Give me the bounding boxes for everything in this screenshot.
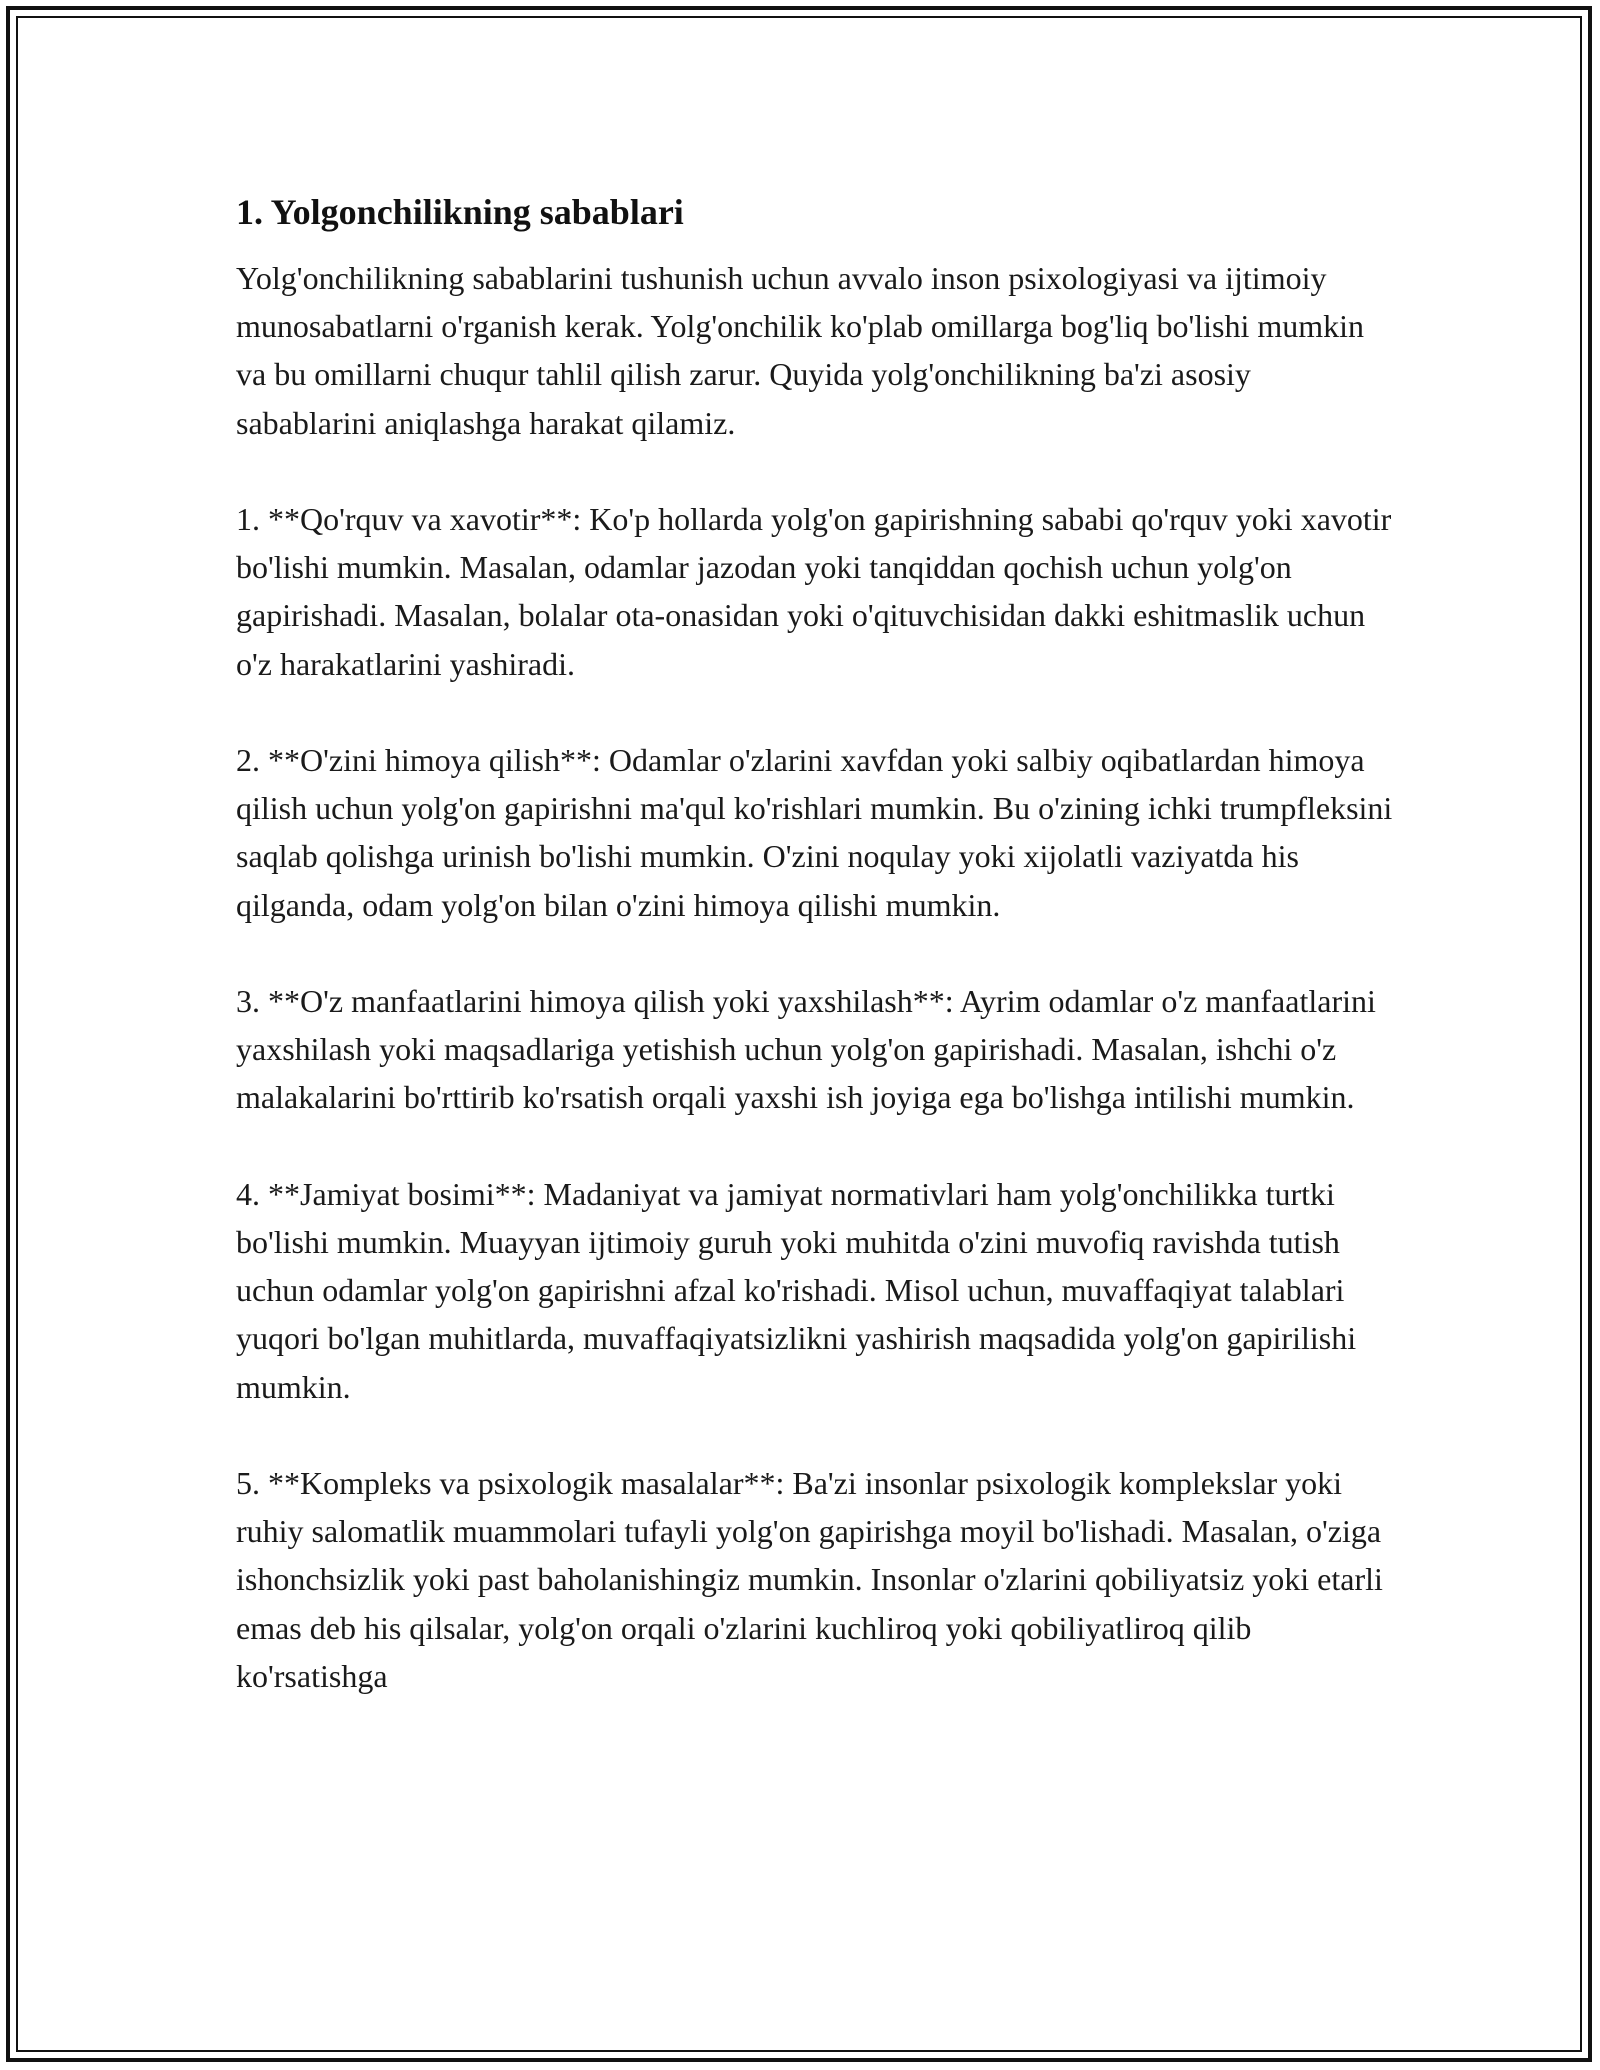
reason-paragraph-1: 1. **Qo'rquv va xavotir**: Ko'p hollarda yolg'on gapirishning sababi qo'rquv yoki xavotir bo'lishi mumkin. Masalan, odamlar jazodan yoki tanqiddan qochish uchun yolg'on gapirishadi. Masalan, bolalar ota-onasidan yoki o'qituvchisidan dakki eshitmaslik uchun o'z harakatlarini yashiradi. [236,501,1392,682]
reason-paragraph-4: 4. **Jamiyat bosimi**: Madaniyat va jamiyat normativlari ham yolg'onchilikka turtki bo'lishi mumkin. Muayyan ijtimoiy guruh yoki muhitda o'zini muvofiq ravishda tutish uchun odamlar yolg'on gapirishni afzal ko'rishadi. Misol uchun, muvaffaqiyat talablari yuqori bo'lgan muhitlarda, muvaffaqiyatsizlikni yashirish maqsadida yolg'on gapirilishi mumkin. [236,1175,1357,1405]
reason-paragraph-3: 3. **O'z manfaatlarini himoya qilish yoki yaxshilash**: Ayrim odamlar o'z manfaatlarini yaxshilash yoki maqsadlariga yetishish uchun yolg'on gapirishadi. Masalan, ishchi o'z malakalarini bo'rttirib ko'rsatish orqali yaxshi ish joyiga ega bo'lishga intilishi mumkin. [236,983,1376,1116]
reason-paragraph-2: 2. **O'zini himoya qilish**: Odamlar o'zlarini xavfdan yoki salbiy oqibatlardan himoya qilish uchun yolg'on gapirishni ma'qul ko'rishlari mumkin. Bu o'zining ichki trumpfleksini saqlab qolishga urinish bo'lishi mumkin. O'zini noqulay yoki xijolatli vaziyatda his qilganda, odam yolg'on bilan o'zini himoya qilishi mumkin. [236,742,1393,923]
document-title: 1. Yolgonchilikning sabablari [236,192,684,232]
document-body [236,188,1396,1748]
reason-paragraph-5: 5. **Kompleks va psixologik masalalar**: Ba'zi insonlar psixologik komplekslar yoki ruhiy salomatlik muammolari tufayli yolg'on gapirishga moyil bo'lishadi. Masalan, o'ziga ishonchsizlik yoki past baholanishingiz mumkin. Insonlar o'zlarini qobiliyatsiz yoki etarli emas deb his qilsalar, yolg'on orqali o'zlarini kuchliroq yoki qobiliyatliroq qilib ko'rsatishga [236,1465,1383,1694]
intro-paragraph: Yolg'onchilikning sabablarini tushunish uchun avvalo inson psixologiyasi va ijtimoiy munosabatlarni o'rganish kerak. Yolg'onchilik ko'plab omillarga bog'liq bo'lishi mumkin va bu omillarni chuqur tahlil qilish zarur. Quyida yolg'onchilikning ba'zi asosiy sabablarini aniqlashga harakat qilamiz. [236,260,1364,441]
